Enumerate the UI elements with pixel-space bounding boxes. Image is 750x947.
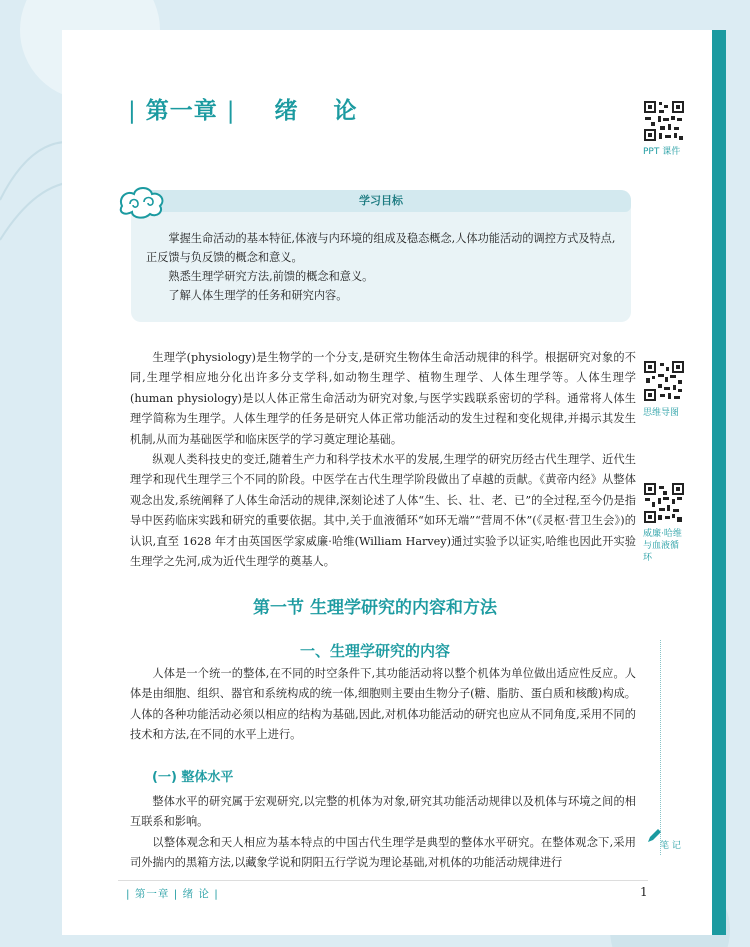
chapter-bar-right: | [226, 98, 236, 124]
intro-text [130, 348, 636, 572]
learning-goals-list [146, 229, 616, 305]
page-number: 1 [640, 885, 648, 899]
qr-label-ppt: PPT 课件 [643, 147, 681, 157]
qr-code-icon[interactable] [643, 482, 685, 524]
intro-paragraph: 纵观人类科技史的变迁,随着生产力和科学技术水平的发展,生理学的研究历经古代生理学、近代生理学和现代生理学三个不同的阶段。中医学在古代生理学阶段做出了卓越的贡献。《黄帝内经》从整体观念出发,系统阐释了人体生命活动的规律,深刻论述了人体“生、长、壮、老、已”的全过程,至今仍是指导中医药临床实践和研究的重要依据。其中,关于血液循环“如环无端”“营周不休”(《灵枢·营卫生会》)的认识,直至 1628 年才由英国医学家威廉·哈维(William Harvey)通过实验予以证实,哈维也因此开实验生理学之先河,成为近代生理学的奠基人。 [130, 453, 636, 569]
chapter-label: 第一章 [145, 98, 218, 124]
learning-goal-item: 了解人体生理学的任务和研究内容。 [168, 289, 348, 302]
learning-goal-item: 熟悉生理学研究方法,前馈的概念和意义。 [168, 270, 374, 283]
notes-dotted-line [660, 640, 661, 855]
subsection-text [130, 664, 636, 746]
level-paragraph: 整体水平的研究属于宏观研究,以完整的机体为对象,研究其功能活动规律以及机体与环境之间的相互联系和影响。 [130, 795, 636, 829]
level-title: (一) 整体水平 [152, 770, 234, 785]
level-paragraph: 以整体观念和天人相应为基本特点的中国古代生理学是典型的整体水平研究。在整体观念下,采用司外揣内的黑箱方法,以藏象学说和阴阳五行学说为理论基础,对机体的功能活动规律进行 [130, 835, 636, 870]
intro-paragraph: 生理学(physiology)是生物学的一个分支,是研究生物体生命活动规律的科学。根据研究对象的不同,生理学相应地分化出许多分支学科,如动物生理学、植物生理学、人体生理学等。人体生理学(human physiology)是以人体正常生命活动为研究对象,与医学实践联系密切的学科。通常将人体生理学简称为生理学。人体生理学的任务是研究人体正常功能活动的发生过程和变化规律,并揭示其发生机制,从而为基础医学和临床医学的学习奠定理论基础。 [130, 351, 636, 446]
learning-goal-item: 掌握生命活动的基本特征,体液与内环境的组成及稳态概念,人体功能活动的调控方式及特点,正反馈与负反馈的概念和意义。 [146, 232, 616, 264]
qr-code-icon[interactable] [643, 100, 685, 142]
subsection-title: 一、生理学研究的内容 [299, 642, 450, 660]
qr-code-icon[interactable] [643, 360, 685, 402]
footer-divider [118, 880, 648, 881]
notes-label: 笔 记 [660, 841, 681, 851]
chapter-bar-left: | [128, 98, 137, 124]
chapter-title: 绪 论 [274, 98, 371, 124]
side-accent-bar [712, 30, 726, 935]
learning-goals-title: 学习目标 [131, 190, 631, 212]
subsection-paragraph: 人体是一个统一的整体,在不同的时空条件下,其功能活动将以整个机体为单位做出适应性反应。人体是由细胞、组织、器官和系统构成的统一体,细胞则主要由生物分子(糖、脂肪、蛋白质和核酸)构成。人体的各种功能活动必须以相应的结构为基础,因此,对机体功能活动的研究也应从不同角度,采用不同的技术和方法,在不同的水平上进行。 [130, 667, 636, 742]
qr-label-harvey: 威廉·哈维与血液循环 [643, 529, 682, 563]
qr-label-mindmap: 思维导图 [643, 408, 680, 418]
level-text [130, 792, 636, 874]
cloud-ornament-icon [116, 182, 168, 220]
section-title: 第一节 生理学研究的内容和方法 [253, 598, 497, 618]
chapter-heading [128, 92, 371, 125]
footer-chapter: | 第一章 | 绪 论 | [126, 888, 219, 900]
